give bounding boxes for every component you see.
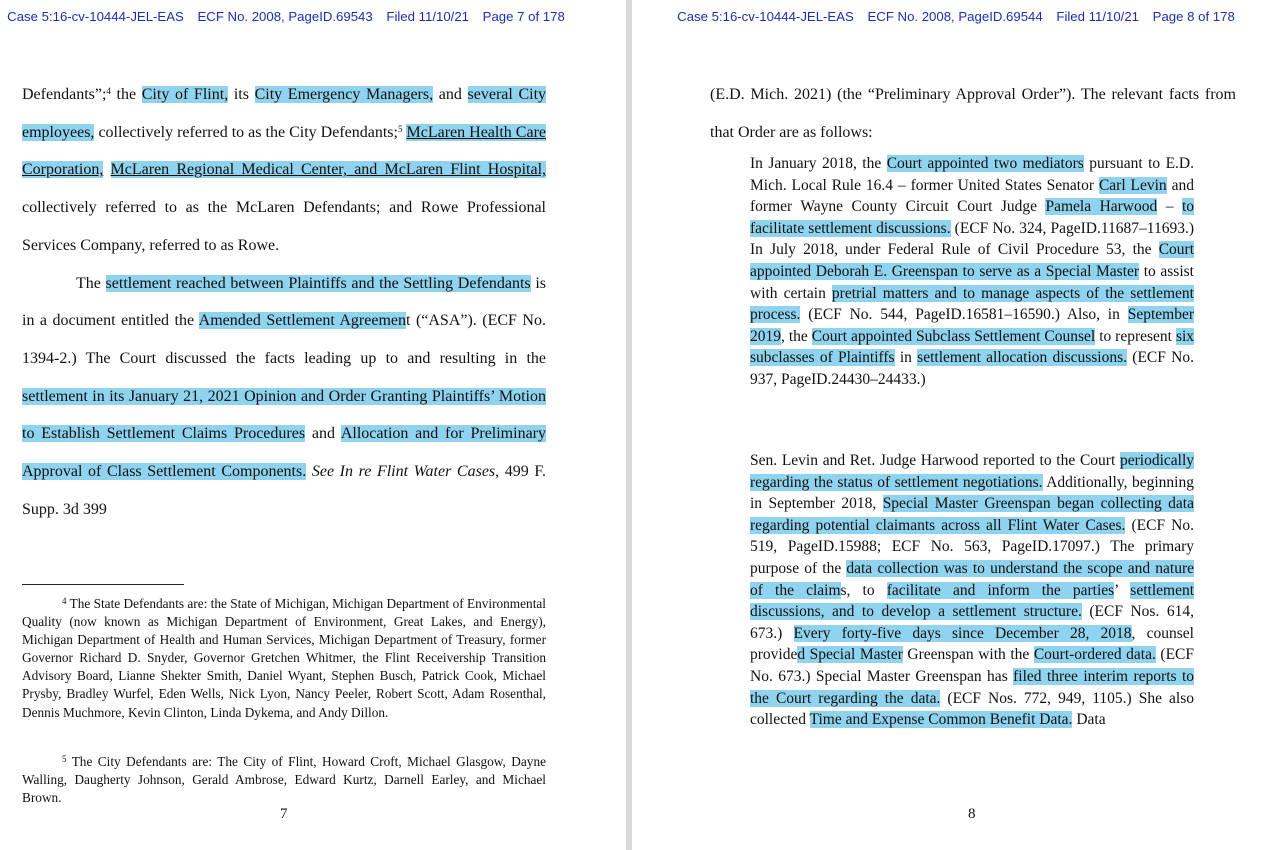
right-intro-text: (E.D. Mich. 2021) (the “Preliminary Approval Order”). The relevant facts from that Order are as follows: (710, 86, 1236, 141)
highlight: to facilitate settlement discussions. (750, 198, 1194, 237)
highlight: Amended Settlement Agreemen (198, 312, 407, 330)
highlight: City Emergency Managers, (254, 86, 434, 103)
right-document-page (632, 0, 1280, 850)
filed-date: Filed 11/10/21 (386, 9, 469, 24)
highlight: Time and Expense Common Benefit Data. (809, 711, 1073, 729)
highlight: September 2019 (750, 306, 1194, 345)
left-body-text (22, 76, 546, 528)
page-indicator: Page 7 of 178 (482, 9, 565, 24)
block-quote: Sen. Levin and Ret. Judge Harwood reported to the Court periodically regarding the status of settlement negotiations. Additionally, beginning in September 2018, Special Master Greenspan began collecting data regarding potential claimants across all Flint Water Cases. (ECF No. 519, PageID.15988; ECF No. 563, PageID.17097.) The primary purpose of the data collection was to understand the scope and nature of the claims, to facilitate and inform the parties’ settlement discussions, and to develop a settlement structure. (ECF Nos. 614, 673.) Every forty-five days since December 28, 2018, counsel provided Special Master Greenspan with the Court-ordered data. (ECF No. 673.) Special Master Greenspan has filed three interim reports to the Court regarding the data. (ECF Nos. 772, 949, 1105.) She also collected Time and Expense Common Benefit Data. Data (750, 452, 1195, 729)
highlight: Every forty-five days since December 28, 2018 (793, 624, 1132, 642)
highlight: settlement allocation discussions. (917, 349, 1128, 367)
footnote-ref-5[interactable]: 5 (397, 123, 403, 134)
highlight: filed three interim reports to the Court regarding the data. (750, 667, 1194, 707)
highlight: six subclasses of Plaintiffs (750, 327, 1195, 367)
page-number: 7 (280, 806, 288, 822)
highlight: City of Flint, (141, 86, 229, 103)
highlight: several City employees, (22, 86, 547, 141)
case-number: Case 5:16-cv-10444-JEL-EAS (677, 9, 854, 24)
paragraph: Defendants”;$^4$ the City of Flint, its City Emergency Managers, and several City employees, collectively referred to as the City Defendants;$^5$ McLaren Health Care Corporation, McLaren Regional Medical Center, and McLaren Flint Hospital, collectively referred to as the McLaren Defendants; and Rowe Professional Services Company, referred to as Rowe. (22, 86, 547, 254)
left-document-page (0, 0, 626, 850)
paragraph: The settlement reached between Plaintiffs and the Settling Defendants is in a document entitled the Amended Settlement Agreement (“ASA”). (ECF No. 1394-2.) The Court discussed the facts leading up to and resulting in the settlement in its January 21, 2021 Opinion and Order Granting Plaintiffs’ Motion to Establish Settlement Claims Procedures and Allocation and for Preliminary Approval of Class Settlement Components. See In re Flint Water Cases, 499 F. Supp. 3d 399 (22, 274, 547, 518)
highlight: periodically regarding the status of settlement negotiations. (750, 452, 1194, 491)
highlight: Carl Levin (1098, 176, 1167, 194)
highlight: facilitate and inform the parties (886, 581, 1115, 599)
highlight: Pamela Harwood (1045, 198, 1158, 216)
highlight: Court appointed Subclass Settlement Counsel (811, 327, 1096, 345)
highlight: data collection was to understand the scope and nature of the claim (750, 559, 1195, 599)
footnote-5: $^5$ The City Defendants are: The City of Flint, Howard Croft, Michael Glasgow, Dayne Walling, Daugherty Johnson, Gerald Ambrose, Edward Kurtz, Darnell Earley, and Michael Brown. (22, 754, 546, 806)
footnote-4: $^4$ The State Defendants are: the State of Michigan, Michigan Department of Environmental Quality (now known as Michigan Department of Environment, Great Lakes, and Energy), Michigan Department of Health and Human Services, Michigan Department of Treasury, former Governor Richard D. Snyder, Governor Gretchen Whitmer, the Flint Receivership Transition Advisory Board, Lianne Shekter Smith, Daniel Wyant, Stephen Busch, Patrick Cook, Michael Prysby, Bradley Wurfel, Eden Wells, Nick Lyon, Nancy Peeler, Robert Scott, Adam Rosenthal, Dennis Muchmore, Kevin Clinton, Linda Dykema, and Andy Dillon. (22, 596, 546, 720)
case-citation: See In re Flint Water Cases (311, 463, 496, 481)
filed-date: Filed 11/10/21 (1056, 9, 1139, 24)
case-number: Case 5:16-cv-10444-JEL-EAS (7, 9, 184, 24)
page-indicator: Page 8 of 178 (1152, 9, 1235, 24)
footnote-ref-4[interactable]: 4 (106, 86, 111, 96)
right-page-header (632, 9, 1280, 24)
highlight: Court-ordered data. (1033, 646, 1156, 664)
highlight: d Special Master (797, 646, 903, 664)
left-page-header (0, 9, 572, 24)
highlight: pretrial matters and to manage aspects of the settlement process. (750, 284, 1194, 324)
block-quote: In January 2018, the Court appointed two mediators pursuant to E.D. Mich. Local Rule 16.4 – former United States Senator Carl Levin and former Wayne County Circuit Court Judge Pamela Harwood – to facilitate settlement discussions. (ECF No. 324, PageID.11687–11693.) In July 2018, under Federal Rule of Civil Procedure 53, the Court appointed Deborah E. Greenspan to serve as a Special Master to assist with certain pretrial matters and to manage aspects of the settlement process. (ECF No. 544, PageID.16581–16590.) Also, in September 2019, the Court appointed Subclass Settlement Counsel to represent six subclasses of Plaintiffs in settlement allocation discussions. (ECF No. 937, PageID.24430–24433.) (750, 155, 1195, 388)
page-number: 8 (968, 806, 976, 822)
ecf-number: ECF No. 2008, PageID.69543 (197, 9, 373, 24)
highlight: Court appointed two mediators (886, 155, 1084, 172)
highlight: settlement in its January 21, 2021 Opinion and Order Granting Plaintiffs’ Motion to Establish Settlement Claims Procedures (22, 387, 546, 443)
footnote-divider (22, 584, 184, 585)
highlight: Court appointed Deborah E. Greenspan to serve as a Special Master (750, 241, 1194, 280)
highlight: McLaren Regional Medical Center, and McLaren Flint Hospital, (110, 161, 547, 179)
highlight: Special Master Greenspan began collecting data regarding potential claimants across all Flint Water Cases. (750, 495, 1194, 534)
highlight: McLaren Health Care Corporation, (22, 123, 546, 179)
highlight: Allocation and for Preliminary Approval of Class Settlement Components. (22, 425, 547, 481)
ecf-number: ECF No. 2008, PageID.69544 (867, 9, 1043, 24)
highlight: settlement discussions, and to develop a settlement structure. (750, 581, 1194, 621)
highlight: settlement reached between Plaintiffs and the Settling Defendants (105, 274, 531, 292)
